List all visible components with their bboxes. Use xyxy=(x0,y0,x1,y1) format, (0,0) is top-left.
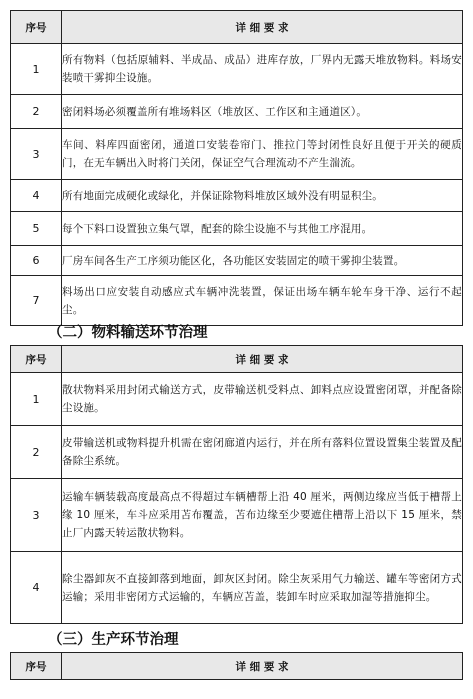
table-header-row xyxy=(11,11,463,44)
header-requirements: 详 细 要 求 xyxy=(62,346,463,373)
row-text: 车间、料库四面密闭，通道口安装卷帘门、推拉门等封闭性良好且便于开关的硬质门，在无车辆出入时将门关闭，保证空气合理流动不产生湍流。 xyxy=(62,129,463,180)
section-heading-2: （二）物料输送环节治理 xyxy=(48,325,208,341)
row-number: 4 xyxy=(11,180,62,212)
row-number: 3 xyxy=(11,129,62,180)
row-text: 所有地面完成硬化或绿化，并保证除物料堆放区域外没有明显积尘。 xyxy=(62,180,463,212)
row-text: 运输车辆装载高度最高点不得超过车辆槽帮上沿 40 厘米，两侧边缘应当低于槽帮上缘 10 厘米，车斗应采用苫布覆盖，苫布边缘至少要遮住槽帮上沿以下 15 厘米，禁止厂内露天转运散状物料。 xyxy=(62,479,463,552)
row-text: 散状物料采用封闭式输送方式，皮带输送机受料点、卸料点应设置密闭罩，并配备除尘设施。 xyxy=(62,373,463,426)
row-text: 密闭料场必须覆盖所有堆场料区（堆放区、工作区和主通道区）。 xyxy=(62,95,463,129)
table-row xyxy=(11,212,463,246)
row-text: 料场出口应安装自动感应式车辆冲洗装置，保证出场车辆车轮车身干净、运行不起尘。 xyxy=(62,276,463,326)
table-header-row xyxy=(11,346,463,373)
section-heading-3: （三）生产环节治理 xyxy=(48,632,179,648)
row-number: 3 xyxy=(11,479,62,552)
row-number: 6 xyxy=(11,246,62,276)
row-number: 1 xyxy=(11,44,62,95)
header-number: 序号 xyxy=(11,346,62,373)
row-number: 2 xyxy=(11,426,62,479)
row-text: 皮带输送机或物料提升机需在密闭廊道内运行，并在所有落料位置设置集尘装置及配备除尘系统。 xyxy=(62,426,463,479)
table-row xyxy=(11,276,463,326)
table-header-row xyxy=(11,653,463,680)
row-text: 每个下料口设置独立集气罩，配套的除尘设施不与其他工序混用。 xyxy=(62,212,463,246)
row-text: 所有物料（包括原辅料、半成品、成品）进库存放，厂界内无露天堆放物料。料场安装喷干雾抑尘设施。 xyxy=(62,44,463,95)
table-row xyxy=(11,373,463,426)
header-number: 序号 xyxy=(11,653,62,680)
table-row xyxy=(11,44,463,95)
row-number: 4 xyxy=(11,552,62,624)
row-number: 7 xyxy=(11,276,62,326)
row-number: 1 xyxy=(11,373,62,426)
requirements-table-1 xyxy=(10,10,463,326)
row-text: 除尘器卸灰不直接卸落到地面，卸灰区封闭。除尘灰采用气力输送、罐车等密闭方式运输；采用非密闭方式运输的，车辆应苫盖，装卸车时应采取加湿等措施抑尘。 xyxy=(62,552,463,624)
table-row xyxy=(11,426,463,479)
table-row xyxy=(11,246,463,276)
row-number: 5 xyxy=(11,212,62,246)
row-number: 2 xyxy=(11,95,62,129)
table-row xyxy=(11,129,463,180)
header-requirements: 详 细 要 求 xyxy=(62,11,463,44)
header-requirements: 详 细 要 求 xyxy=(62,653,463,680)
row-text: 厂房车间各生产工序须功能区化，各功能区安装固定的喷干雾抑尘装置。 xyxy=(62,246,463,276)
requirements-table-3 xyxy=(10,652,463,680)
table-row xyxy=(11,479,463,552)
table-row xyxy=(11,180,463,212)
table-row xyxy=(11,95,463,129)
header-number: 序号 xyxy=(11,11,62,44)
table-row xyxy=(11,552,463,624)
requirements-table-2 xyxy=(10,345,463,624)
